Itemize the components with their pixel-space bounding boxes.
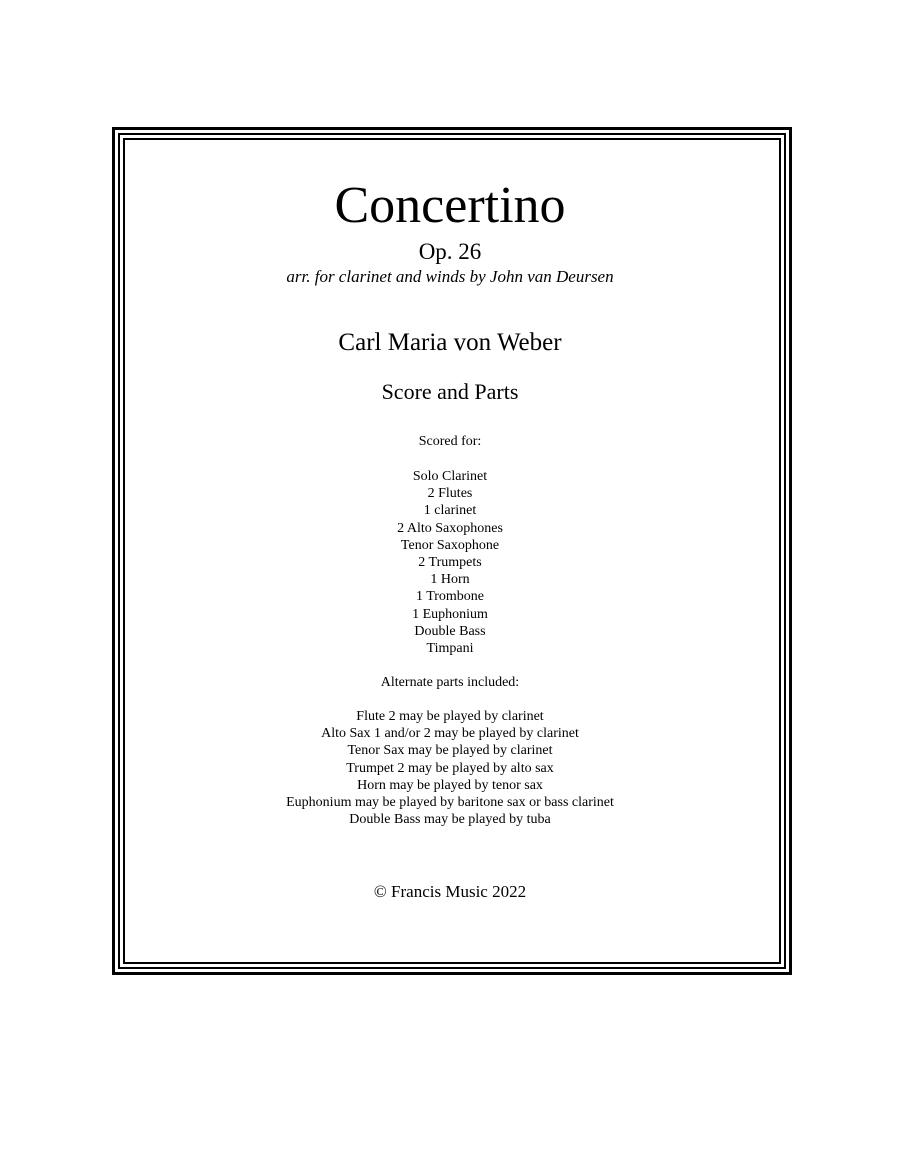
alternate-part-item: Alto Sax 1 and/or 2 may be played by clarinet: [321, 726, 579, 742]
title: Concertino: [334, 177, 566, 234]
instrument-item: 1 clarinet: [423, 503, 477, 519]
instrument-item: 2 Flutes: [427, 486, 473, 502]
subtitle: Score and Parts: [381, 379, 519, 404]
instrument-item: Timpani: [426, 641, 474, 657]
opus-number: Op. 26: [418, 239, 482, 264]
instrument-item: 2 Alto Saxophones: [397, 520, 503, 536]
scored-for-heading: Scored for:: [418, 434, 482, 449]
instrument-item: 2 Trumpets: [418, 555, 482, 571]
composer: Carl Maria von Weber: [338, 329, 562, 356]
alternate-parts-list: [0, 708, 900, 828]
instrument-item: Solo Clarinet: [412, 469, 488, 484]
alternate-parts-heading: Alternate parts included:: [380, 675, 520, 690]
alternate-part-item: Double Bass may be played by tuba: [349, 812, 551, 828]
instrument-list: [0, 468, 900, 657]
instrument-item: 1 Horn: [430, 572, 470, 588]
copyright: © Francis Music 2022: [373, 882, 527, 901]
alternate-part-item: Trumpet 2 may be played by alto sax: [346, 760, 554, 776]
arranger-line: arr. for clarinet and winds by John van Deursen: [286, 267, 614, 286]
instrument-item: Tenor Saxophone: [400, 537, 500, 553]
alternate-part-item: Flute 2 may be played by clarinet: [356, 709, 544, 724]
alternate-part-item: Horn may be played by tenor sax: [357, 777, 543, 793]
alternate-part-item: Tenor Sax may be played by clarinet: [347, 743, 553, 759]
alternate-part-item: Euphonium may be played by baritone sax or bass clarinet: [286, 795, 614, 811]
instrument-item: Double Bass: [414, 623, 486, 639]
instrument-item: 1 Euphonium: [412, 606, 488, 622]
instrument-item: 1 Trombone: [415, 589, 485, 605]
